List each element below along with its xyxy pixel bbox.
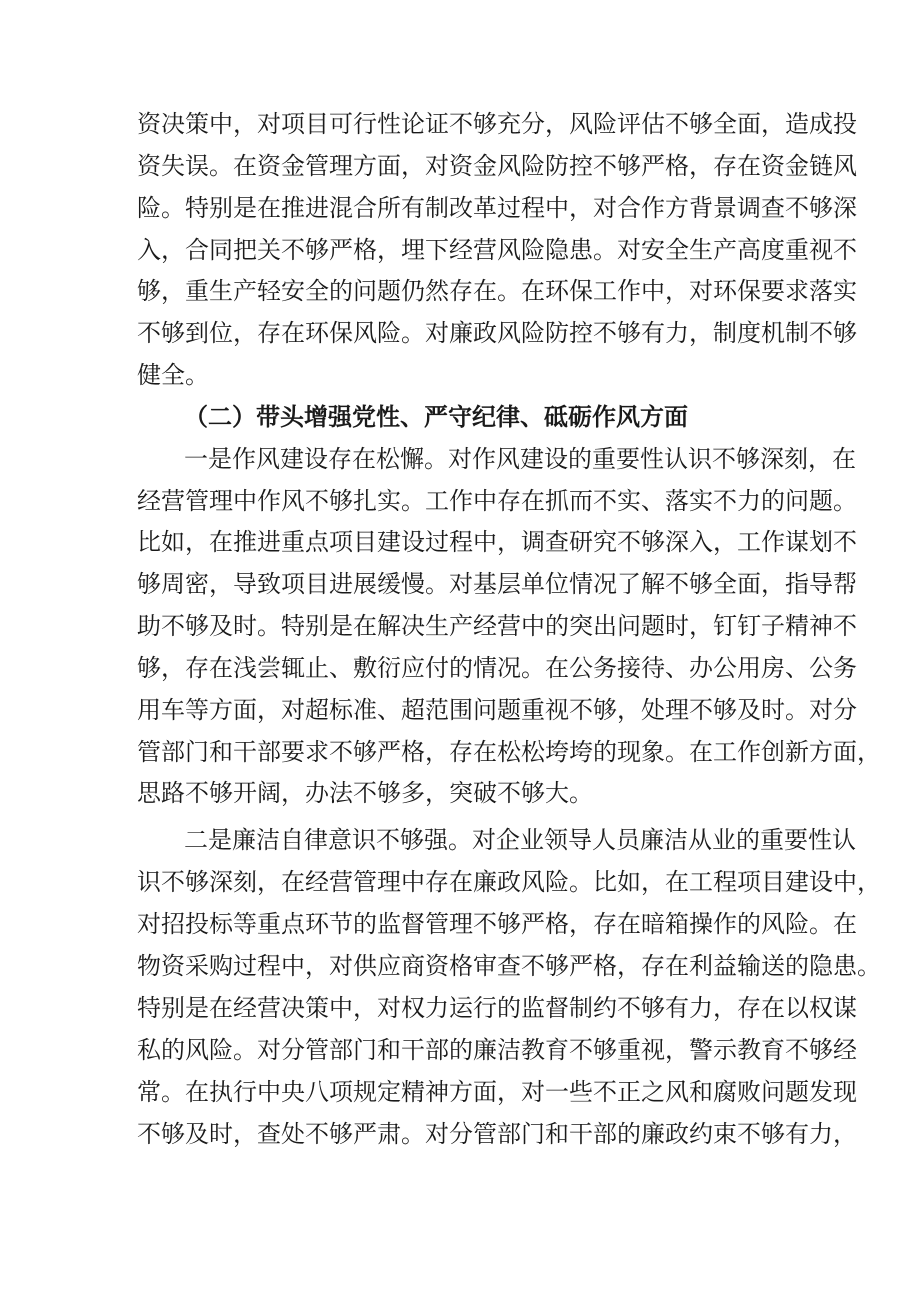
text-line: 特别是在经营决策中，对权力运行的监督制约不够有力，存在以权谋 [137, 994, 857, 1022]
text-line: 够，存在浅尝辄止、敷衍应付的情况。在公务接待、办公用房、公务 [137, 654, 857, 682]
text-line: 私的风险。对分管部门和干部的廉洁教育不够重视，警示教育不够经 [137, 1036, 857, 1064]
text-line: 二是廉洁自律意识不够强。对企业领导人员廉洁从业的重要性认 [184, 826, 856, 854]
text-line: 够，重生产轻安全的问题仍然存在。在环保工作中，对环保要求落实 [137, 277, 857, 305]
text-line: 助不够及时。特别是在解决生产经营中的突出问题时，钉钉子精神不 [137, 612, 857, 640]
text-line: 经营管理中作风不够扎实。工作中存在抓而不实、落实不力的问题。 [137, 487, 857, 515]
text-line: 物资采购过程中，对供应商资格审查不够严格，存在利益输送的隐患。 [137, 952, 881, 980]
text-line: 思路不够开阔，办法不够多，突破不够大。 [137, 779, 593, 807]
text-line: 不够到位，存在环保风险。对廉政风险防控不够有力，制度机制不够 [137, 319, 857, 347]
section-heading: （二）带头增强党性、严守纪律、砥砺作风方面 [184, 403, 688, 431]
text-line: 比如，在推进重点项目建设过程中，调查研究不够深入，工作谋划不 [137, 528, 857, 556]
text-line: 入，合同把关不够严格，埋下经营风险隐患。对安全生产高度重视不 [137, 236, 857, 264]
text-line: 对招投标等重点环节的监督管理不够严格，存在暗箱操作的风险。在 [137, 910, 857, 938]
text-line: 一是作风建设存在松懈。对作风建设的重要性认识不够深刻，在 [184, 445, 856, 473]
text-line: 不够及时，查处不够严肃。对分管部门和干部的廉政约束不够有力， [137, 1120, 857, 1148]
text-line: 资决策中，对项目可行性论证不够充分，风险评估不够全面，造成投 [137, 110, 857, 138]
text-line: 健全。 [137, 361, 209, 389]
text-line: 用车等方面，对超标准、超范围问题重视不够，处理不够及时。对分 [137, 696, 857, 724]
text-line: 常。在执行中央八项规定精神方面，对一些不正之风和腐败问题发现 [137, 1078, 857, 1106]
text-line: 资失误。在资金管理方面，对资金风险防控不够严格，存在资金链风 [137, 152, 857, 180]
text-line: 识不够深刻，在经营管理中存在廉政风险。比如，在工程项目建设中， [137, 868, 881, 896]
text-line: 够周密，导致项目进展缓慢。对基层单位情况了解不够全面，指导帮 [137, 570, 857, 598]
text-line: 管部门和干部要求不够严格，存在松松垮垮的现象。在工作创新方面， [137, 738, 881, 766]
text-line: 险。特别是在推进混合所有制改革过程中，对合作方背景调查不够深 [137, 194, 857, 222]
